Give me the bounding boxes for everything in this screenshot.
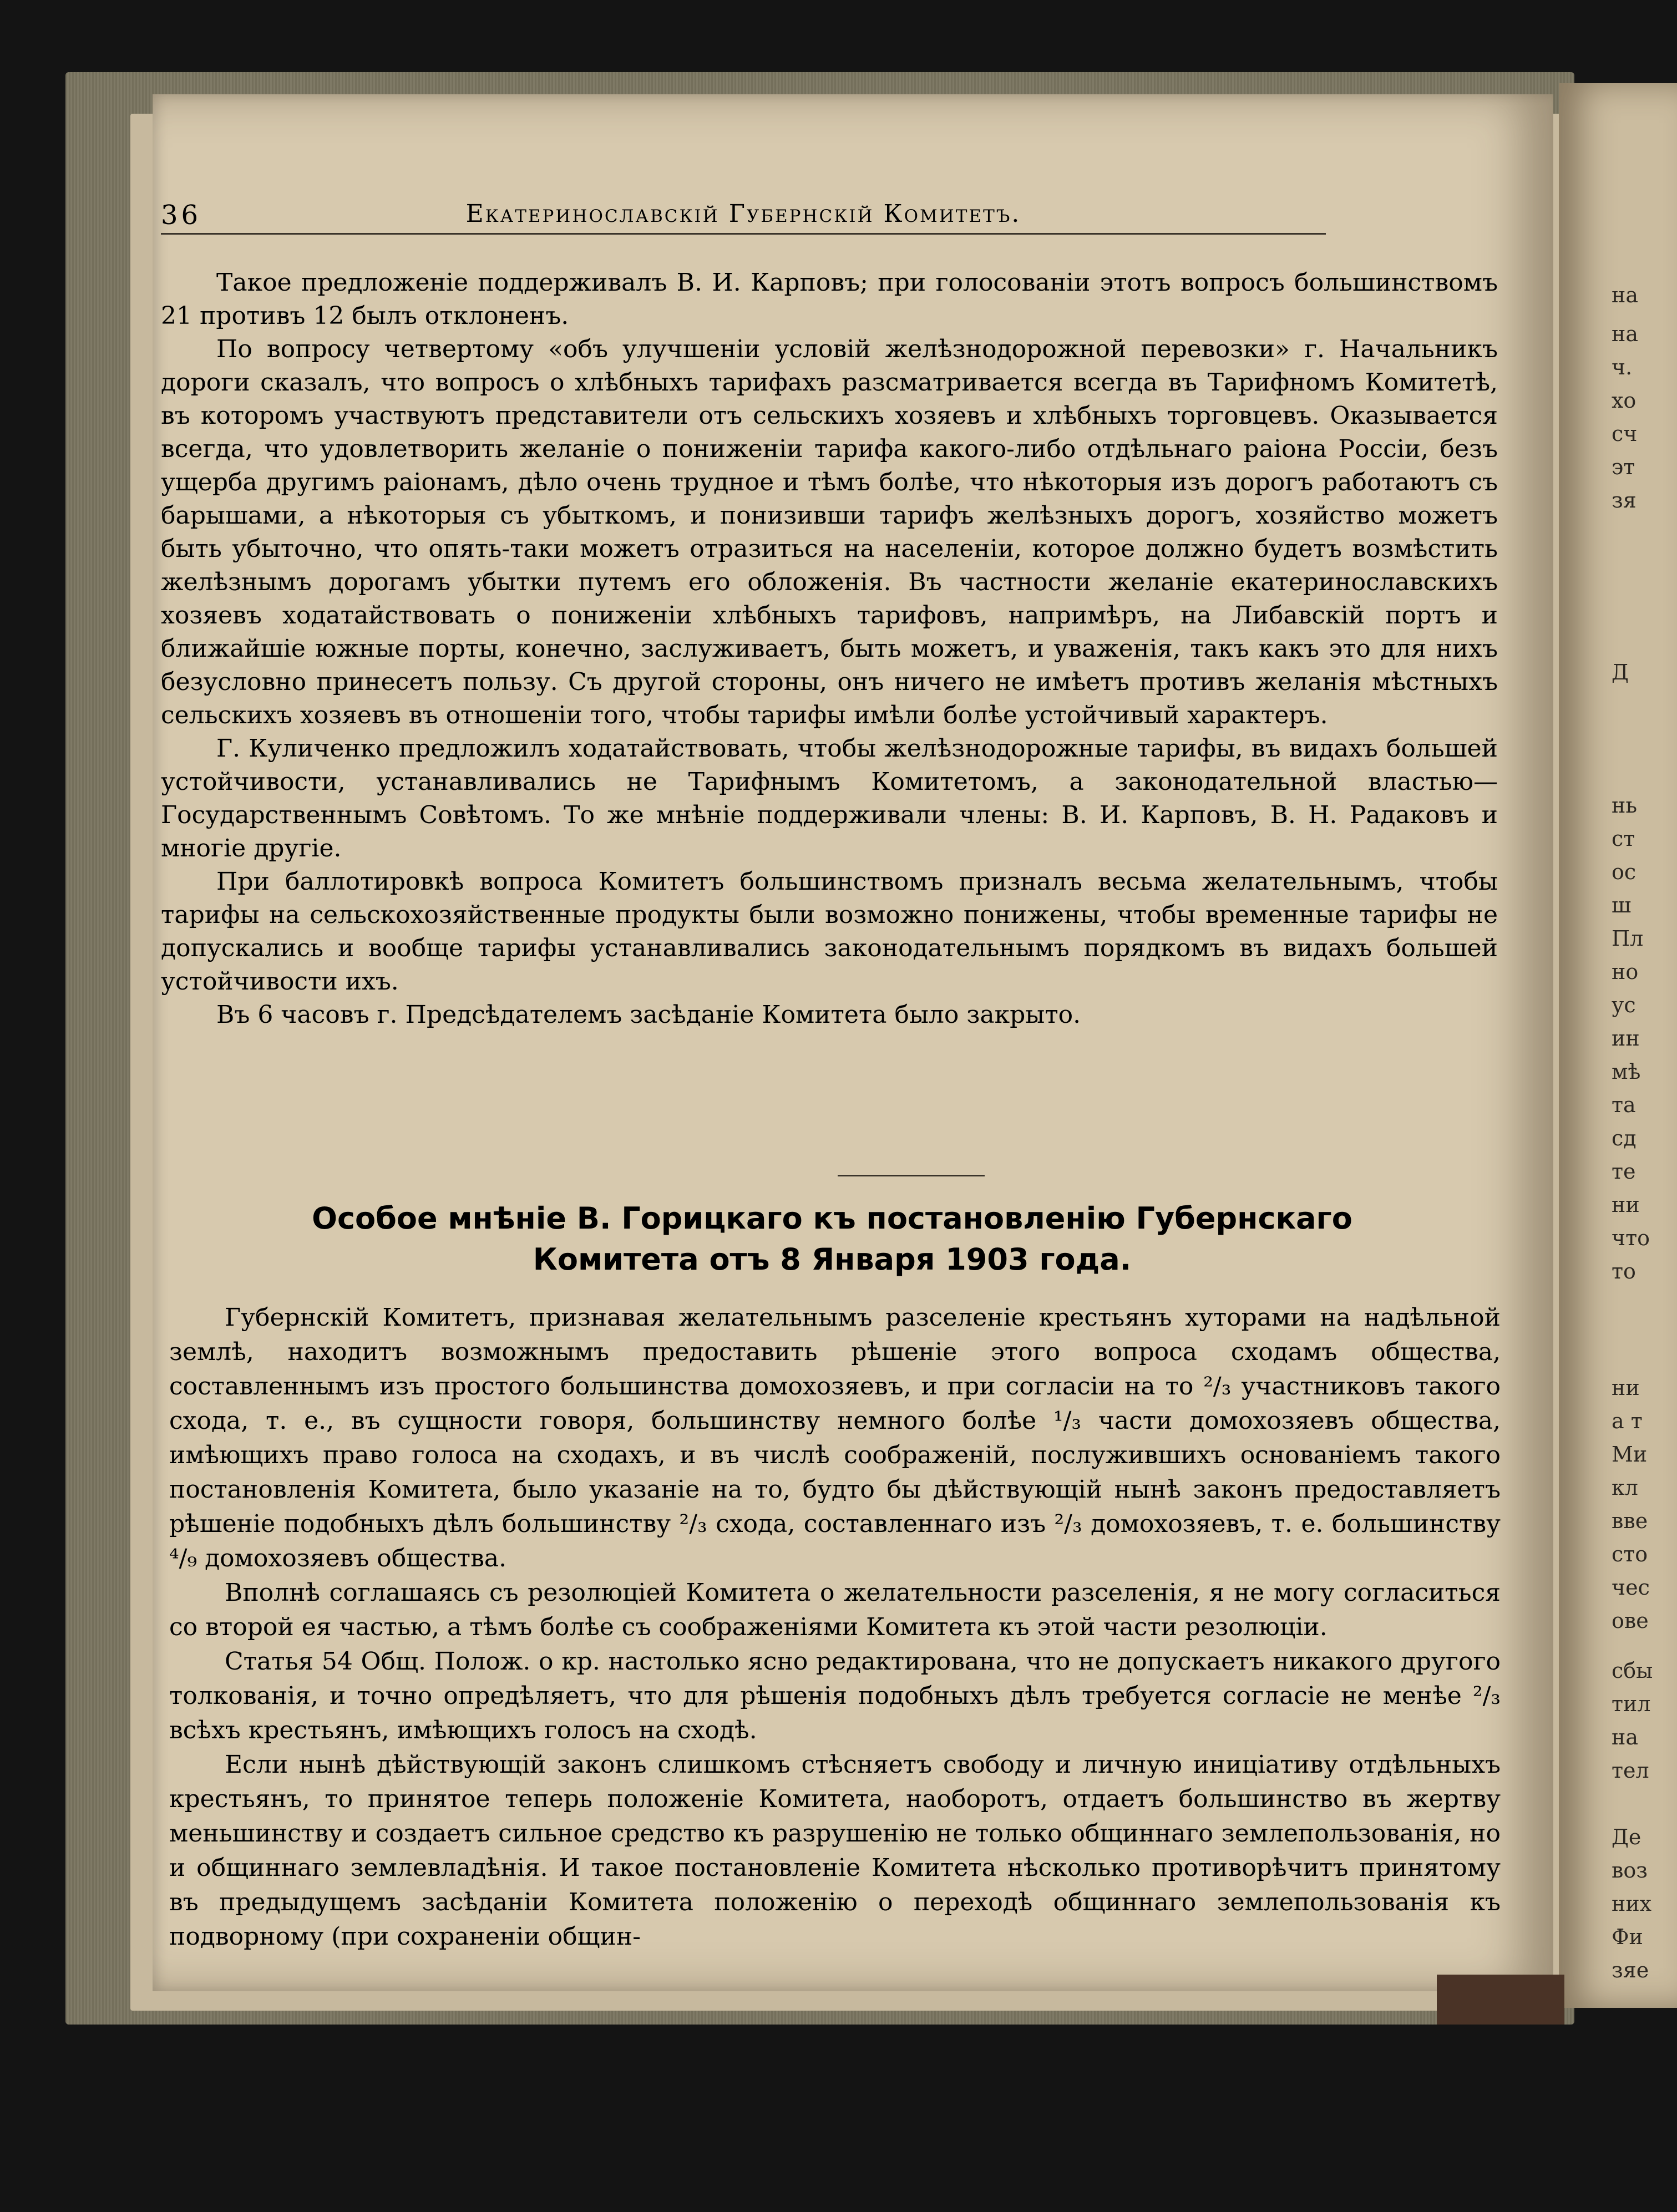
- right-page-fragment: сто: [1612, 1542, 1648, 1566]
- right-page-fragment: вве: [1612, 1509, 1648, 1533]
- right-page-fragment: на: [1612, 1725, 1638, 1749]
- paragraph: При баллотировкѣ вопроса Комитетъ большинствомъ призналъ весьма желательнымъ, чтобы тарифы на сельскохозяйственные продукты были возможно понижены, чтобы временные тарифы не допускались и вообще тарифы устанавливались законодательнымъ порядкомъ въ видахъ большей устойчивости ихъ.: [161, 867, 1498, 996]
- paragraph: Если нынѣ дѣйствующій законъ слишкомъ стѣсняетъ свободу и личную иниціативу отдѣльныхъ крестьянъ, то принятое теперь положеніе Комитета, наоборотъ, отдаетъ большинство въ жертву меньшинству и создаетъ сильное средство къ разрушенію не только общиннаго землепользованія, но и общиннаго землевладѣнія. И такое постановленіе Комитета нѣсколько противорѣчитъ принятому въ предыдущемъ засѣданіи Комитета положенію о переходѣ общиннаго землепользованія къ подворному (при сохраненіи общин-: [169, 1751, 1501, 1951]
- right-page-fragment: Д: [1612, 660, 1629, 684]
- right-page-fragment: ни: [1612, 1193, 1640, 1217]
- paragraph: Г. Куличенко предложилъ ходатайствовать, чтобы желѣзнодорожные тарифы, въ видахъ большей устойчивости, устанавливались не Тарифнымъ Комитетомъ, а законодательной властью—Государственнымъ Совѣтомъ. То же мнѣніе поддерживали члены: В. И. Карповъ, В. Н. Радаковъ и многіе другіе.: [161, 734, 1498, 863]
- right-page-fragment: ни: [1612, 1376, 1640, 1400]
- right-page-fragment: ин: [1612, 1026, 1640, 1051]
- right-page-fragment: Де: [1612, 1825, 1641, 1849]
- right-page-fragment: мѣ: [1612, 1059, 1641, 1084]
- running-title: Екатеринославскій Губернскій Комитетъ.: [465, 200, 1021, 228]
- section-body-text: [169, 1301, 1501, 1954]
- paragraph: Такое предложеніе поддерживалъ В. И. Карповъ; при голосованіи этотъ вопросъ большинствомъ 21 противъ 12 былъ отклоненъ.: [161, 268, 1498, 330]
- book-spine: [1437, 1975, 1564, 2025]
- paragraph: Статья 54 Общ. Полож. о кр. настолько ясно редактирована, что не допускаетъ никакого другого толкованія, и точно опредѣляетъ, что для рѣшенія подобныхъ дѣлъ требуется согласіе не менѣе ²/₃ всѣхъ крестьянъ, имѣющихъ голосъ на сходѣ.: [169, 1647, 1501, 1744]
- right-page-fragment: то: [1612, 1259, 1636, 1283]
- body-text: [161, 266, 1498, 1032]
- right-page-fragment: на: [1612, 322, 1638, 346]
- section-heading-line: Комитета отъ 8 Января 1903 года.: [533, 1242, 1132, 1277]
- right-page-fragment: те: [1612, 1159, 1636, 1184]
- right-page-fragment: воз: [1612, 1858, 1648, 1883]
- right-page-fragment: чес: [1612, 1575, 1650, 1600]
- right-page-fragment: Ми: [1612, 1442, 1648, 1467]
- right-page-fragment: ш: [1612, 893, 1632, 917]
- right-page-fragment: хо: [1612, 388, 1637, 413]
- right-page-fragment: них: [1612, 1891, 1652, 1916]
- right-page-fragment: эт: [1612, 455, 1635, 479]
- right-page-fragment: нь: [1612, 793, 1638, 818]
- page-number: 36: [161, 200, 202, 231]
- right-page-fragment: Фи: [1612, 1925, 1643, 1949]
- right-page-fragment: ове: [1612, 1609, 1649, 1633]
- right-page-fragment: а т: [1612, 1409, 1643, 1433]
- right-page-fragment: тил: [1612, 1692, 1651, 1716]
- section-heading: [166, 1198, 1498, 1280]
- page-header: [161, 200, 1326, 235]
- section-divider: [838, 1175, 985, 1176]
- paragraph: Въ 6 часовъ г. Предсѣдателемъ засѣданіе Комитета было закрыто.: [216, 1001, 1081, 1029]
- section-heading-line: Особое мнѣніе В. Горицкаго къ постановленію Губернскаго: [312, 1201, 1352, 1236]
- right-page-fragment: сбы: [1612, 1658, 1653, 1683]
- right-page-fragment: сд: [1612, 1126, 1637, 1150]
- right-page-fragment: тел: [1612, 1758, 1649, 1783]
- right-page-fragment: зя: [1612, 488, 1637, 513]
- right-page-fragment: ст: [1612, 826, 1635, 851]
- paragraph: По вопросу четвертому «объ улучшеніи условій желѣзнодорожной перевозки» г. Начальникъ дороги сказалъ, что вопросъ о хлѣбныхъ тарифахъ разсматривается всегда въ Тарифномъ Комитетѣ, въ которомъ участвуютъ представители отъ сельскихъ хозяевъ и хлѣбныхъ торговцевъ. Оказывается всегда, что удовлетворить желаніе о пониженіи тарифа какого-либо отдѣльнаго раіона Россіи, безъ ущерба другимъ раіонамъ, дѣло очень трудное и тѣмъ болѣе, что нѣкоторыя изъ дорогъ работаютъ съ барышами, а нѣкоторыя съ убыткомъ, и понизивши тарифъ желѣзныхъ дорогъ, хозяйство можетъ быть убыточно, что опять-таки можетъ отразиться на населеніи, которое должно будетъ возмѣстить желѣзнымъ дорогамъ убытки путемъ его обложенія. Въ частности желаніе екатеринославскихъ хозяевъ ходатайствовать о пониженіи хлѣбныхъ тарифовъ, напримѣръ, на Либавскій портъ и ближайшіе южные порты, конечно, заслуживаетъ, быть можетъ, и уваженія, такъ какъ это для нихъ безусловно принесетъ пользу. Съ другой стороны, онъ ничего не имѣетъ противъ желанія мѣстныхъ сельскихъ хозяевъ въ отношеніи того, чтобы тарифы имѣли болѣе устойчивый характеръ.: [161, 335, 1498, 729]
- right-page-fragment: кл: [1612, 1475, 1638, 1500]
- right-page-fragment: зяе: [1612, 1958, 1649, 1982]
- right-page-fragment: сч: [1612, 422, 1638, 446]
- right-page-fragment: Пл: [1612, 926, 1644, 951]
- right-page-fragment: ч.: [1612, 355, 1633, 379]
- right-page-fragment: ус: [1612, 993, 1636, 1017]
- right-page-fragment: ос: [1612, 860, 1637, 884]
- paragraph: Вполнѣ соглашаясь съ резолюціей Комитета о желательности разселенія, я не могу согласиться со второй ея частью, а тѣмъ болѣе съ соображеніями Комитета къ этой части резолюціи.: [169, 1579, 1501, 1641]
- paragraph: Губернскій Комитетъ, признавая желательнымъ разселеніе крестьянъ хуторами на надѣльной землѣ, находитъ возможнымъ предоставить рѣшеніе этого вопроса сходамъ общества, составленнымъ изъ простого большинства домохозяевъ, и при согласіи на то ²/₃ участниковъ такого схода, т. е., въ сущности говоря, большинству немного болѣе ¹/₃ части домохозяевъ общества, имѣющихъ право голоса на сходахъ, и въ числѣ соображеній, послужившихъ основаніемъ такого постановленія Комитета, было указаніе на то, будто бы дѣйствующій нынѣ законъ предоставляетъ рѣшеніе подобныхъ дѣлъ большинству ²/₃ схода, составленнаго изъ ²/₃ домохозяевъ, т. е. большинству ⁴/₉ домохозяевъ общества.: [169, 1303, 1501, 1572]
- right-page-fragment: но: [1612, 960, 1639, 984]
- right-page-fragment: на: [1612, 283, 1638, 307]
- right-page-fragment: что: [1612, 1226, 1650, 1250]
- right-page-fragment: та: [1612, 1093, 1636, 1117]
